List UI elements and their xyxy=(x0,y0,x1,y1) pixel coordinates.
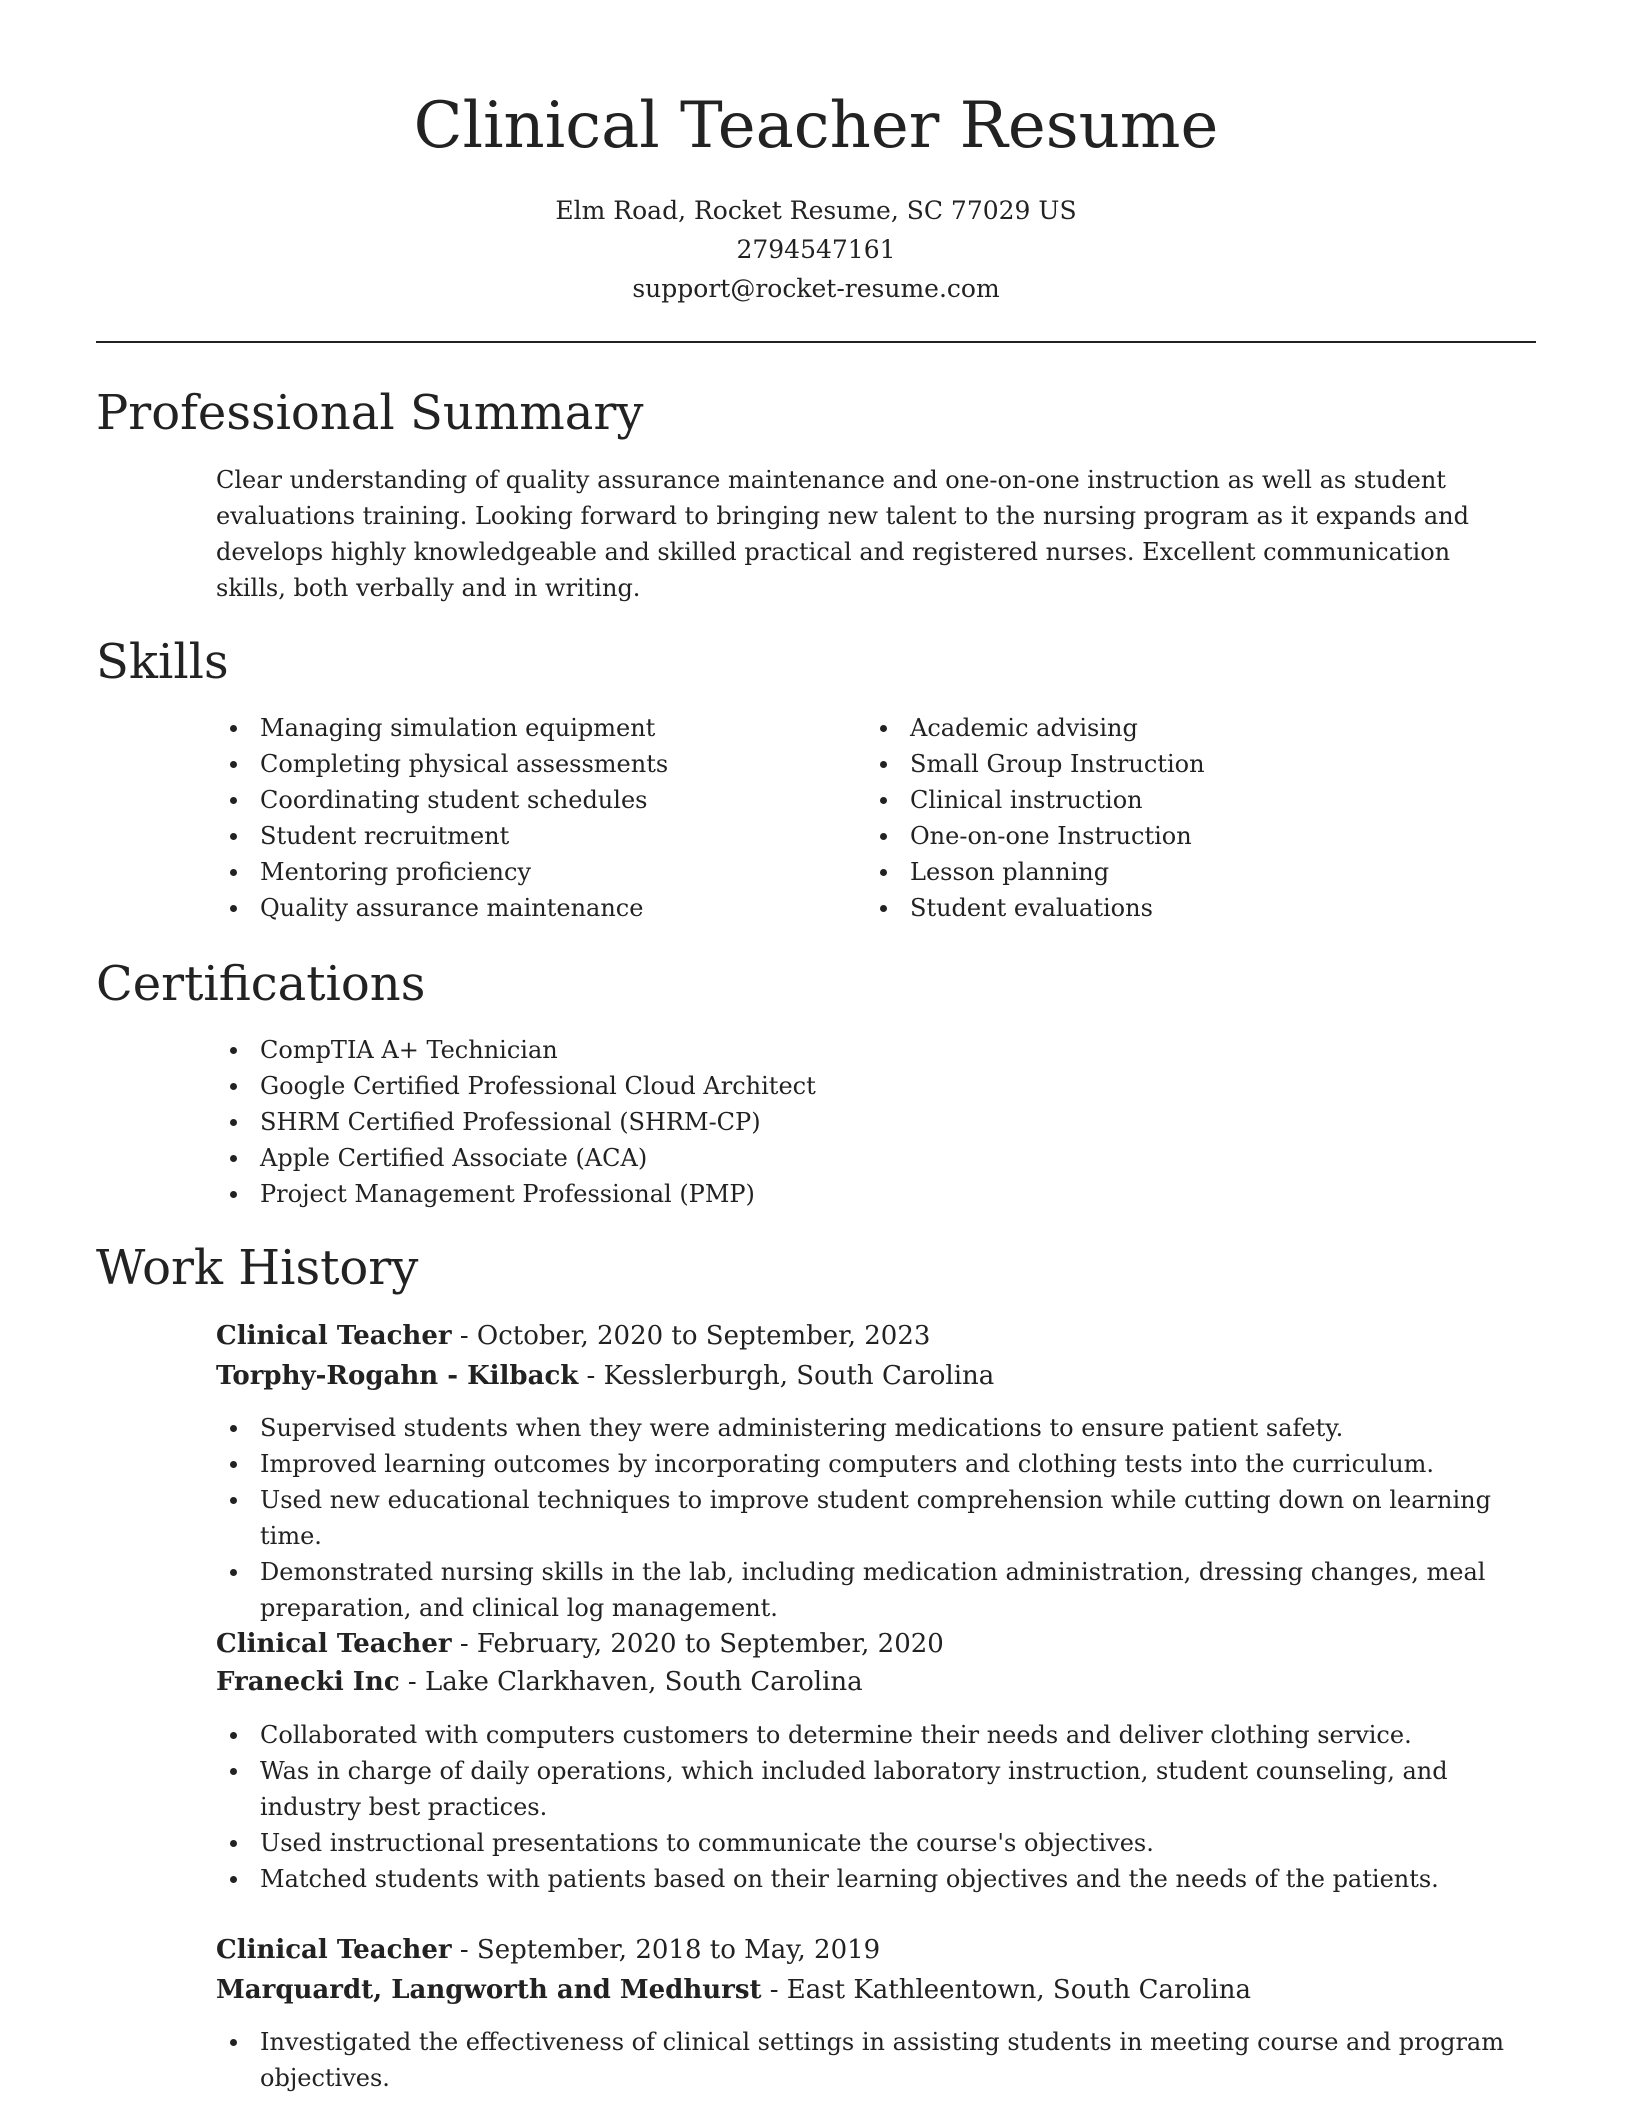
job-bullet: Matched students with patients based on their learning objectives and the needs of the patients. xyxy=(216,1861,1546,1897)
contact-phone: 2794547161 xyxy=(736,235,896,264)
skill-item: Quality assurance maintenance xyxy=(216,890,816,926)
skill-item: Lesson planning xyxy=(866,854,1466,890)
job-company-line xyxy=(216,1970,1251,2010)
skills-list-left xyxy=(216,710,816,926)
skill-item: Clinical instruction xyxy=(866,782,1466,818)
job-bullets xyxy=(216,1717,1546,1897)
job-bullet: Used instructional presentations to communicate the course's objectives. xyxy=(216,1825,1546,1861)
job-company: Franecki Inc xyxy=(216,1667,400,1697)
job-company: Marquardt, Langworth and Medhurst xyxy=(216,1975,762,2005)
skill-item: Small Group Instruction xyxy=(866,746,1466,782)
skill-item: Student recruitment xyxy=(216,818,816,854)
job-dates: - September, 2018 to May, 2019 xyxy=(451,1935,881,1965)
job-title-line xyxy=(216,1316,930,1356)
job-location: - Kesslerburgh, South Carolina xyxy=(578,1361,995,1391)
certification-item: Apple Certified Associate (ACA) xyxy=(216,1140,1116,1176)
job-bullets xyxy=(216,2024,1546,2096)
contact-block xyxy=(0,191,1632,308)
job-bullet: Investigated the effectiveness of clinical settings in assisting students in meeting course and program objectives. xyxy=(216,2024,1546,2096)
work-history-heading: Work History xyxy=(96,1240,419,1296)
certification-item: Project Management Professional (PMP) xyxy=(216,1176,1116,1212)
job-location: - East Kathleentown, South Carolina xyxy=(761,1975,1251,2005)
skills-list-right xyxy=(866,710,1466,926)
certification-item: CompTIA A+ Technician xyxy=(216,1032,1116,1068)
skills-heading: Skills xyxy=(96,634,229,690)
skill-item: One-on-one Instruction xyxy=(866,818,1466,854)
job-company-line xyxy=(216,1356,994,1396)
job-bullet: Supervised students when they were administering medications to ensure patient safety. xyxy=(216,1410,1546,1446)
job-role: Clinical Teacher xyxy=(216,1321,452,1351)
job-bullet: Collaborated with computers customers to determine their needs and deliver clothing service. xyxy=(216,1717,1546,1753)
job-role: Clinical Teacher xyxy=(216,1629,452,1659)
skill-item: Student evaluations xyxy=(866,890,1466,926)
certification-item: SHRM Certified Professional (SHRM-CP) xyxy=(216,1104,1116,1140)
skill-item: Managing simulation equipment xyxy=(216,710,816,746)
certifications-heading: Certifications xyxy=(96,956,426,1012)
job-bullets xyxy=(216,1410,1546,1626)
skill-item: Mentoring proficiency xyxy=(216,854,816,890)
job-bullet: Used new educational techniques to improve student comprehension while cutting down on learning time. xyxy=(216,1482,1546,1554)
header-divider xyxy=(96,341,1536,343)
job-title-line xyxy=(216,1624,944,1664)
contact-email: support@rocket-resume.com xyxy=(632,274,1000,303)
skill-item: Coordinating student schedules xyxy=(216,782,816,818)
job-company: Torphy-Rogahn - Kilback xyxy=(216,1361,579,1391)
resume-title: Clinical Teacher Resume xyxy=(413,89,1219,163)
job-company-line xyxy=(216,1662,863,1702)
skill-item: Academic advising xyxy=(866,710,1466,746)
summary-text: Clear understanding of quality assurance maintenance and one-on-one instruction as well as student evaluations training. Looking forward to bringing new talent to the nursing program as it expands and develops highly knowledgeable and skilled practical and registered nurses. Excellent communication skills, both verbally and in writing. xyxy=(216,466,1470,602)
certifications-list xyxy=(216,1032,1116,1212)
summary-heading: Professional Summary xyxy=(96,385,644,441)
job-dates: - February, 2020 to September, 2020 xyxy=(451,1629,944,1659)
job-bullet: Was in charge of daily operations, which included laboratory instruction, student counseling, and industry best practices. xyxy=(216,1753,1546,1825)
certification-item: Google Certified Professional Cloud Architect xyxy=(216,1068,1116,1104)
job-bullet: Improved learning outcomes by incorporating computers and clothing tests into the curriculum. xyxy=(216,1446,1546,1482)
job-location: - Lake Clarkhaven, South Carolina xyxy=(399,1667,863,1697)
job-dates: - October, 2020 to September, 2023 xyxy=(451,1321,931,1351)
skill-item: Completing physical assessments xyxy=(216,746,816,782)
job-title-line xyxy=(216,1930,880,1970)
job-bullet: Demonstrated nursing skills in the lab, including medication administration, dressing changes, meal preparation, and clinical log management. xyxy=(216,1554,1546,1626)
job-role: Clinical Teacher xyxy=(216,1935,452,1965)
contact-address: Elm Road, Rocket Resume, SC 77029 US xyxy=(555,196,1077,225)
